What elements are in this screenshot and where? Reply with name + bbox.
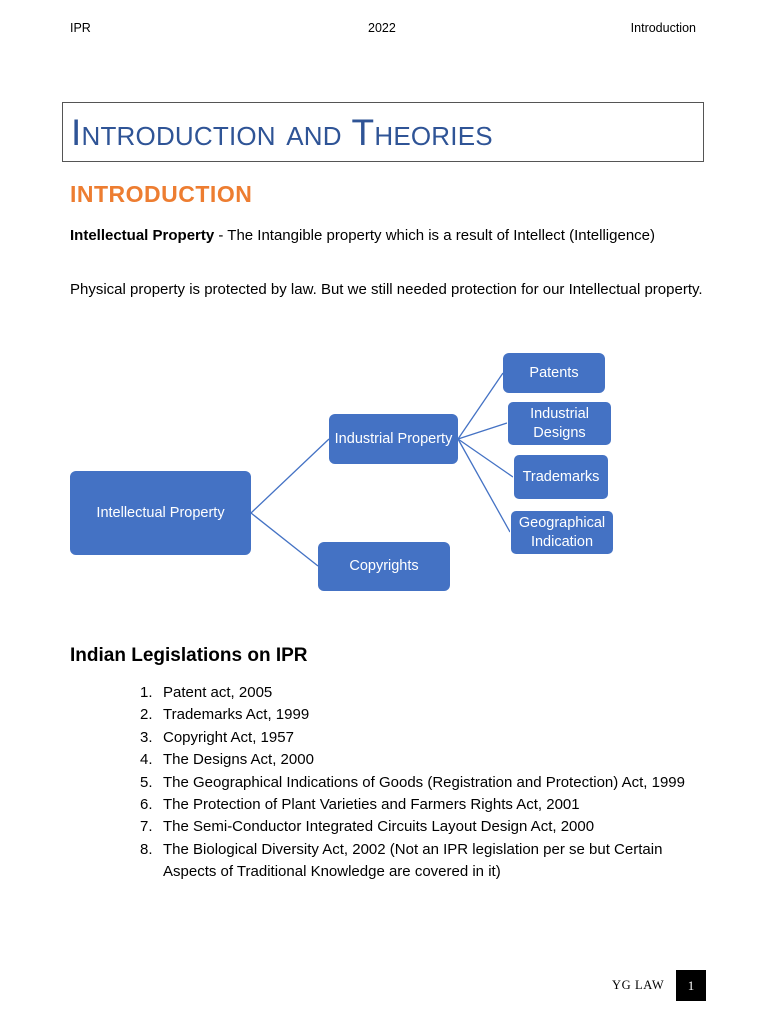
header-year: 2022: [368, 21, 396, 35]
title-box: [62, 102, 704, 162]
connector-industrial-designs: [458, 423, 507, 439]
connector-root-industrial: [251, 439, 329, 513]
legislation-item: [70, 794, 710, 816]
legislation-number: 3.: [140, 728, 153, 746]
definition-text: - The Intangible property which is a result of Intellect (Intelligence): [214, 227, 655, 244]
node-industrial-property: Industrial Property: [329, 414, 458, 464]
legislation-item: [70, 704, 710, 726]
header-right-section: Introduction: [630, 21, 696, 35]
page-number: 1: [676, 970, 706, 1001]
connector-root-copyrights: [251, 513, 318, 566]
legislation-text: Patent act, 2005: [163, 684, 273, 701]
legislation-item: [70, 749, 710, 771]
legislation-number: 5.: [140, 773, 153, 791]
legislation-item: [70, 727, 710, 749]
legislation-number: 1.: [140, 684, 153, 701]
legislation-number: 2.: [140, 706, 153, 724]
legislation-number: 6.: [140, 796, 153, 814]
document-title: Introduction and Theories: [71, 112, 493, 153]
legislations-heading: Indian Legislations on IPR: [70, 645, 308, 666]
legislation-item: [70, 816, 710, 838]
node-copyrights: Copyrights: [318, 542, 450, 591]
legislation-text: The Geographical Indications of Goods (Registration and Protection) Act, 1999: [163, 773, 685, 791]
header-left-ipr: IPR: [70, 21, 91, 35]
legislation-number: 8.: [140, 840, 153, 858]
section-heading: INTRODUCTION: [70, 181, 253, 207]
protection-paragraph: Physical property is protected by law. But we still needed protection for our Intellectual property.: [70, 281, 703, 298]
legislation-text: The Biological Diversity Act, 2002 (Not an IPR legislation per se but Certain Aspects of Traditional Knowledge are covered in it): [163, 840, 663, 881]
legislations-list: [70, 682, 710, 884]
legislation-item: [70, 682, 710, 704]
legislation-item: [70, 772, 710, 794]
definition-term: Intellectual Property: [70, 227, 215, 244]
legislation-number: 7.: [140, 818, 153, 836]
connector-industrial-patents: [458, 373, 503, 439]
legislation-number: 4.: [140, 751, 153, 769]
node-patents: Patents: [503, 353, 605, 393]
connector-industrial-geo: [458, 439, 510, 532]
legislation-text: Copyright Act, 1957: [163, 728, 294, 746]
ip-hierarchy-diagram: [0, 340, 768, 610]
legislation-text: The Designs Act, 2000: [163, 751, 314, 769]
node-intellectual-property: Intellectual Property: [70, 471, 251, 555]
legislation-text: Trademarks Act, 1999: [163, 706, 310, 724]
node-geographical-indication: Geographical Indication: [510, 510, 614, 555]
legislation-text: The Protection of Plant Varieties and Farmers Rights Act, 2001: [163, 796, 580, 814]
node-trademarks: Trademarks: [513, 454, 609, 500]
legislation-item: [70, 839, 710, 884]
node-industrial-designs: Industrial Designs: [507, 401, 612, 446]
legislation-text: The Semi-Conductor Integrated Circuits Layout Design Act, 2000: [163, 818, 595, 836]
connector-industrial-trademarks: [458, 439, 513, 477]
footer-brand: YG LAW: [612, 978, 665, 992]
definition-paragraph: [70, 225, 710, 247]
